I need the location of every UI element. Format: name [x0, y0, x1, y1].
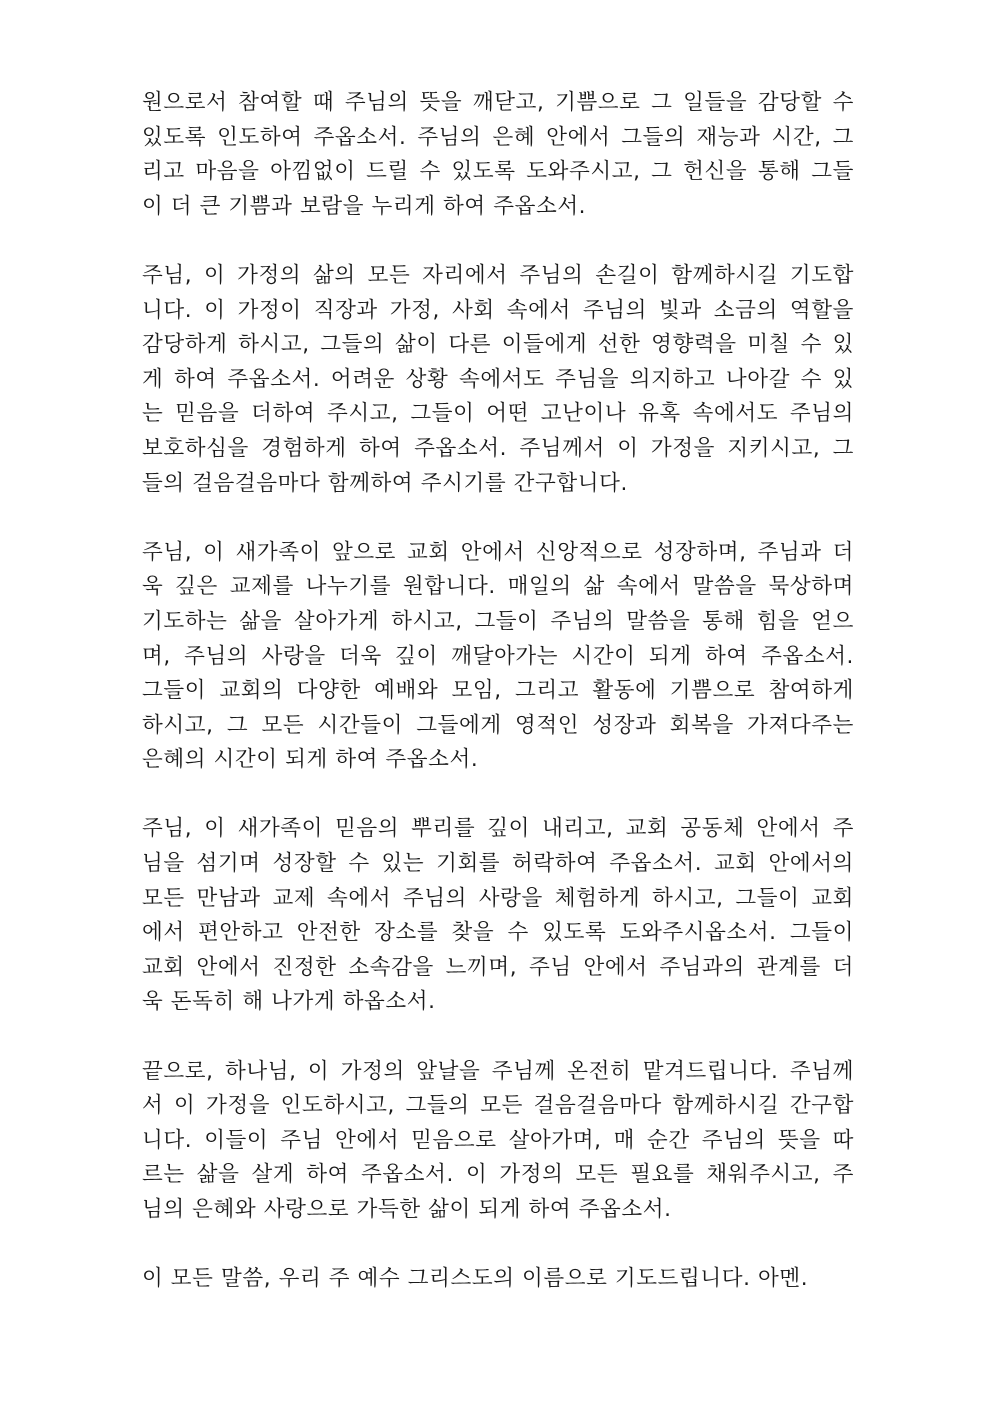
text-line: 이 더 큰 기쁨과 보람을 누리게 하여 주옵소서.	[142, 193, 587, 219]
text-line: 원으로서 참여할 때 주님의 뜻을 깨닫고, 기쁨으로 그 일들을 감당할 수	[142, 90, 854, 115]
text-line: 르는 삶을 살게 하여 주옵소서. 이 가정의 모든 필요를 채워주시고, 주	[142, 1162, 854, 1188]
text-line: 주님, 이 새가족이 앞으로 교회 안에서 신앙적으로 성장하며, 주님과 더	[142, 539, 854, 565]
text-line: 감당하게 하시고, 그들의 삶이 다른 이들에게 선한 영향력을 미칠 수 있	[142, 332, 854, 358]
text-line: 교회 안에서 진정한 소속감을 느끼며, 주님 안에서 주님과의 관계를 더	[142, 954, 854, 980]
document-page	[142, 86, 854, 1331]
paragraph	[142, 86, 854, 224]
text-line: 주님, 이 가정의 삶의 모든 자리에서 주님의 손길이 함께하시길 기도합	[142, 262, 854, 288]
paragraph	[142, 536, 854, 778]
text-line: 주님, 이 새가족이 믿음의 뿌리를 깊이 내리고, 교회 공동체 안에서 주	[142, 816, 854, 842]
text-line: 님의 은혜와 사랑으로 가득한 삶이 되게 하여 주옵소서.	[142, 1197, 672, 1222]
text-line: 은혜의 시간이 되게 하여 주옵소서.	[142, 747, 479, 773]
paragraph	[142, 812, 854, 1020]
text-line: 님을 섬기며 성장할 수 있는 기회를 허락하여 주옵소서. 교회 안에서의	[142, 851, 854, 877]
paragraph	[142, 1262, 854, 1297]
text-line: 그들이 교회의 다양한 예배와 모임, 그리고 활동에 기쁨으로 참여하게	[142, 678, 854, 704]
text-line: 욱 돈독히 해 나가게 하옵소서.	[142, 989, 436, 1015]
text-line: 니다. 이들이 주님 안에서 믿음으로 살아가며, 매 순간 주님의 뜻을 따	[142, 1127, 854, 1153]
text-line: 에서 편안하고 안전한 장소를 찾을 수 있도록 도와주시옵소서. 그들이	[142, 920, 854, 946]
text-line: 니다. 이 가정이 직장과 가정, 사회 속에서 주님의 빛과 소금의 역할을	[142, 297, 854, 323]
text-line: 이 모든 말씀, 우리 주 예수 그리스도의 이름으로 기도드립니다. 아멘.	[142, 1266, 809, 1292]
text-line: 욱 깊은 교제를 나누기를 원합니다. 매일의 삶 속에서 말씀을 묵상하며	[142, 574, 854, 600]
text-line: 며, 주님의 사랑을 더욱 깊이 깨달아가는 시간이 되게 하여 주옵소서.	[142, 643, 854, 669]
text-line: 는 믿음을 더하여 주시고, 그들이 어떤 고난이나 유혹 속에서도 주님의	[142, 401, 854, 427]
text-line: 있도록 인도하여 주옵소서. 주님의 은혜 안에서 그들의 재능과 시간, 그	[142, 124, 854, 150]
text-line: 리고 마음을 아낌없이 드릴 수 있도록 도와주시고, 그 헌신을 통해 그들	[142, 159, 854, 185]
paragraph	[142, 1055, 854, 1228]
text-line: 서 이 가정을 인도하시고, 그들의 모든 걸음걸음마다 함께하시길 간구합	[142, 1093, 854, 1119]
text-line: 하시고, 그 모든 시간들이 그들에게 영적인 성장과 회복을 가져다주는	[142, 712, 854, 738]
text-line: 끝으로, 하나님, 이 가정의 앞날을 주님께 온전히 맡겨드립니다. 주님께	[142, 1058, 854, 1084]
text-line: 보호하심을 경험하게 하여 주옵소서. 주님께서 이 가정을 지키시고, 그	[142, 435, 854, 461]
paragraph	[142, 259, 854, 501]
text-line: 기도하는 삶을 살아가게 하시고, 그들이 주님의 말씀을 통해 힘을 얻으	[142, 608, 854, 634]
text-line: 들의 걸음걸음마다 함께하여 주시기를 간구합니다.	[142, 470, 628, 496]
text-line: 게 하여 주옵소서. 어려운 상황 속에서도 주님을 의지하고 나아갈 수 있	[142, 366, 854, 392]
text-line: 모든 만남과 교제 속에서 주님의 사랑을 체험하게 하시고, 그들이 교회	[142, 885, 854, 911]
